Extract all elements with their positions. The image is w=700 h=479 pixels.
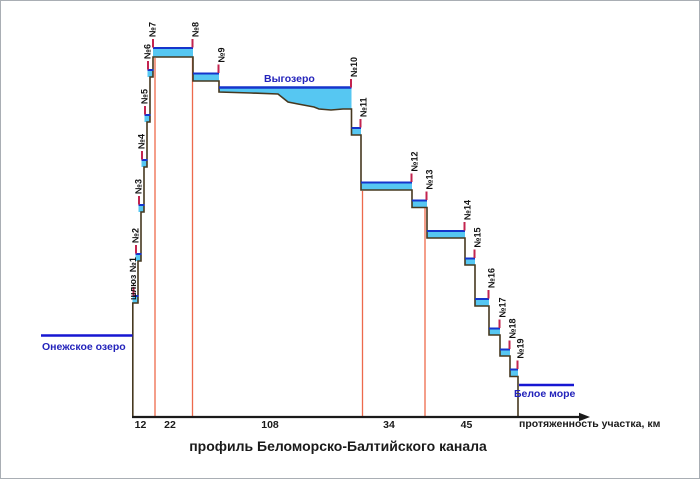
- lock-label-19: №19: [515, 338, 526, 359]
- distance-label-45: 45: [460, 419, 473, 431]
- lock-label-2: №2: [130, 227, 141, 243]
- lock-label-7: №7: [147, 21, 158, 37]
- lock-label-10: №10: [349, 56, 359, 77]
- lock-label-3: №3: [133, 178, 144, 194]
- lock-label-13: №13: [424, 169, 435, 190]
- distance-label-22: 22: [164, 419, 176, 431]
- vygozero-water: [219, 87, 352, 111]
- axis-caption: протяженность участка, км: [519, 418, 661, 430]
- lock-label-6: №6: [142, 43, 153, 59]
- lake-label-onega: Онежское озеро: [42, 341, 126, 353]
- lock-label-4: №4: [136, 133, 147, 149]
- lock-label-5: №5: [139, 88, 150, 104]
- lock-label-11: №11: [358, 97, 369, 117]
- lock-label-14: №14: [462, 199, 473, 220]
- lake-label-vygozero: Выгозеро: [264, 73, 315, 85]
- lock-label-12: №12: [409, 151, 420, 172]
- distance-label-34: 34: [383, 419, 395, 431]
- lock-label-9: №9: [216, 47, 227, 63]
- distance-label-108: 108: [261, 419, 279, 431]
- distance-label-12: 12: [134, 419, 147, 431]
- lock-label-17: №17: [497, 297, 508, 318]
- lock-label-16: №16: [486, 267, 497, 288]
- profile-svg: [1, 1, 699, 478]
- lock-label-8: №8: [190, 21, 201, 37]
- lock-label-1: шлюз №1: [128, 257, 138, 300]
- lock-label-15: №15: [472, 227, 483, 248]
- lock-label-18: №18: [507, 318, 518, 339]
- page-title: профиль Беломорско-Балтийского канала: [189, 438, 487, 454]
- lake-label-white-sea: Белое море: [514, 388, 576, 400]
